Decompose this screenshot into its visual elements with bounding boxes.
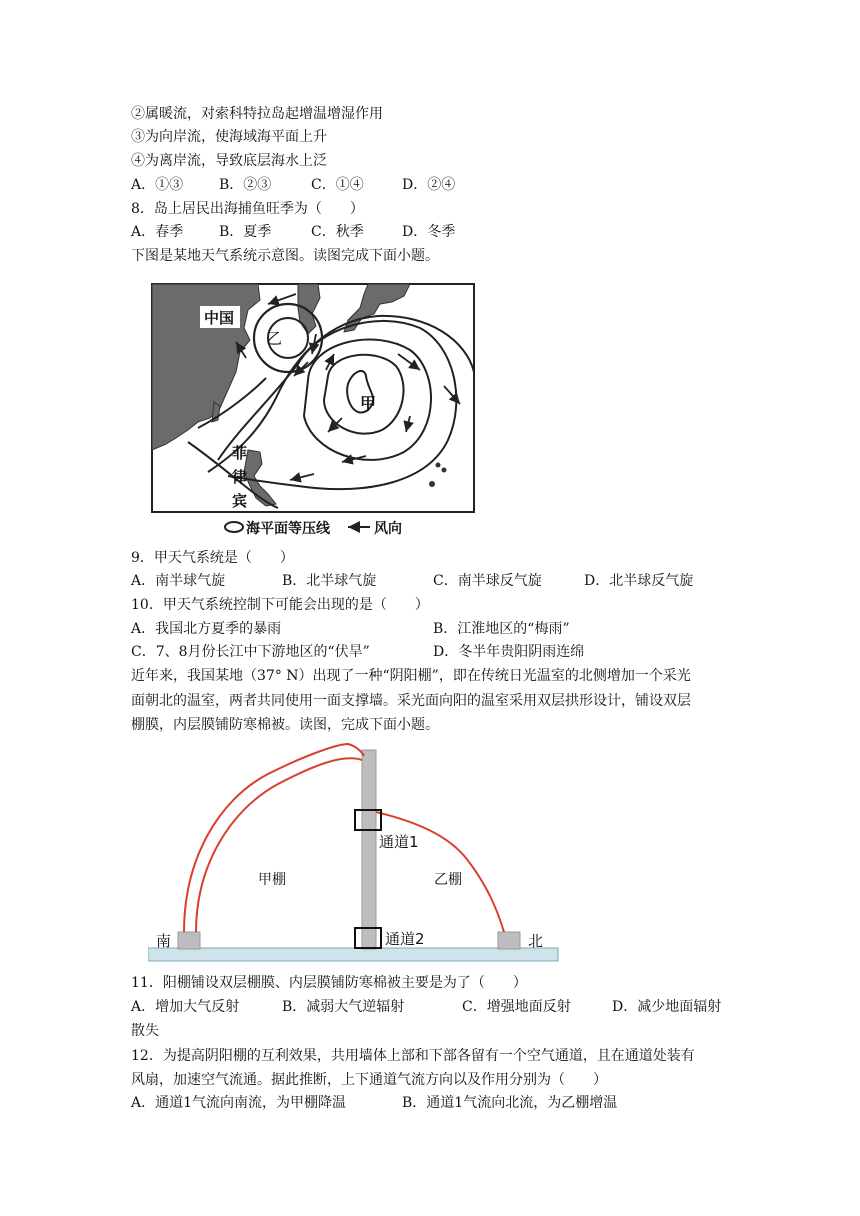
legend-wind-label: 风向 (374, 521, 402, 537)
q7-statement-4: ④为离岸流，导致底层海水上泛 (131, 153, 327, 169)
q7-statement-3: ③为向岸流，使海域海平面上升 (131, 129, 327, 145)
map-label-jia: 甲 (360, 394, 377, 413)
greenhouse-intro-2: 面朝北的温室，两者共同使用一面支撑墙。采光面向阳的温室采用双层拱形设计，铺设双层 (131, 693, 691, 709)
jia-inner-arch (196, 758, 362, 932)
q11-option-a: A．增加大气反射 (131, 999, 240, 1015)
q8-option-c: C．秋季 (311, 224, 364, 240)
q11-stem: 11．阳棚铺设双层棚膜、内层膜铺防寒棉被主要是为了（ ） (131, 975, 527, 991)
q12-option-b: B．通道1气流向北流，为乙棚增温 (402, 1095, 618, 1111)
label-jia-shed: 甲棚 (258, 872, 286, 888)
jia-outer-arch (184, 744, 364, 932)
map-label-philippines-2: 律 (232, 468, 248, 486)
south-footing (178, 932, 200, 949)
weather-map-figure (148, 280, 480, 540)
q10-option-d: D．冬半年贵阳阴雨连绵 (433, 644, 585, 660)
greenhouse-figure (148, 740, 568, 968)
q11-option-d-wrap: 散失 (131, 1023, 159, 1039)
map-label-philippines-1: 菲 (232, 444, 248, 462)
label-yi-shed: 乙棚 (434, 872, 462, 888)
q10-stem: 10．甲天气系统控制下可能会出现的是（ ） (131, 597, 429, 613)
label-passage-1: 通道1 (379, 833, 419, 851)
q12-stem-1: 12．为提高阴阳棚的互利效果，共用墙体上部和下部各留有一个空气通道，且在通道处装有 (131, 1048, 695, 1064)
q9-stem: 9．甲天气系统是（ ） (131, 550, 294, 566)
label-south: 南 (156, 932, 172, 950)
legend-isobar-icon (225, 522, 243, 532)
greenhouse-intro-3: 棚膜，内层膜铺防寒棉被。读图，完成下面小题。 (131, 717, 439, 733)
q12-stem-2: 风扇，加速空气流通。据此推断，上下通道气流方向以及作用分别为（ ） (131, 1072, 607, 1088)
q11-option-c: C．增强地面反射 (462, 999, 571, 1015)
q8-option-a: A．春季 (131, 224, 184, 240)
legend-isobar-label: 海平面等压线 (246, 521, 330, 537)
shared-wall (362, 750, 376, 949)
q7-statement-2: ②属暖流，对索科特拉岛起增温增湿作用 (131, 106, 383, 122)
q12-option-a: A．通道1气流向南流，为甲棚降温 (131, 1095, 347, 1111)
weather-intro: 下图是某地天气系统示意图。读图完成下面小题。 (131, 248, 439, 264)
q7-option-d: D．②④ (402, 177, 456, 193)
q7-option-b: B．②③ (219, 177, 272, 193)
q11-option-b: B．减弱大气逆辐射 (282, 999, 405, 1015)
q10-option-c: C．7、8月份长江中下游地区的“伏旱” (131, 644, 370, 660)
q8-stem: 8．岛上居民出海捕鱼旺季为（ ） (131, 201, 364, 217)
greenhouse-intro-1: 近年来，我国某地（37° N）出现了一种“阴阳棚”，即在传统日光温室的北侧增加一个采光 (131, 668, 691, 684)
q9-option-d: D．北半球反气旋 (584, 573, 694, 589)
north-footing (498, 932, 520, 949)
q8-option-b: B．夏季 (219, 224, 272, 240)
q8-option-d: D．冬季 (402, 224, 456, 240)
label-north: 北 (528, 932, 544, 950)
q11-option-d: D．减少地面辐射 (612, 999, 722, 1015)
q9-option-c: C．南半球反气旋 (433, 573, 542, 589)
map-label-china: 中国 (204, 309, 235, 327)
map-label-yi: 乙 (266, 329, 283, 348)
q7-option-c: C．①④ (311, 177, 364, 193)
q10-option-a: A．我国北方夏季的暴雨 (131, 621, 282, 637)
q7-option-a: A．①③ (131, 177, 184, 193)
q9-option-a: A．南半球气旋 (131, 573, 226, 589)
label-passage-2: 通道2 (385, 930, 425, 948)
q9-option-b: B．北半球气旋 (282, 573, 377, 589)
q10-option-b: B．江淮地区的“梅雨” (433, 621, 570, 637)
ground-strip (148, 948, 558, 961)
map-label-philippines-3: 宾 (232, 492, 248, 510)
